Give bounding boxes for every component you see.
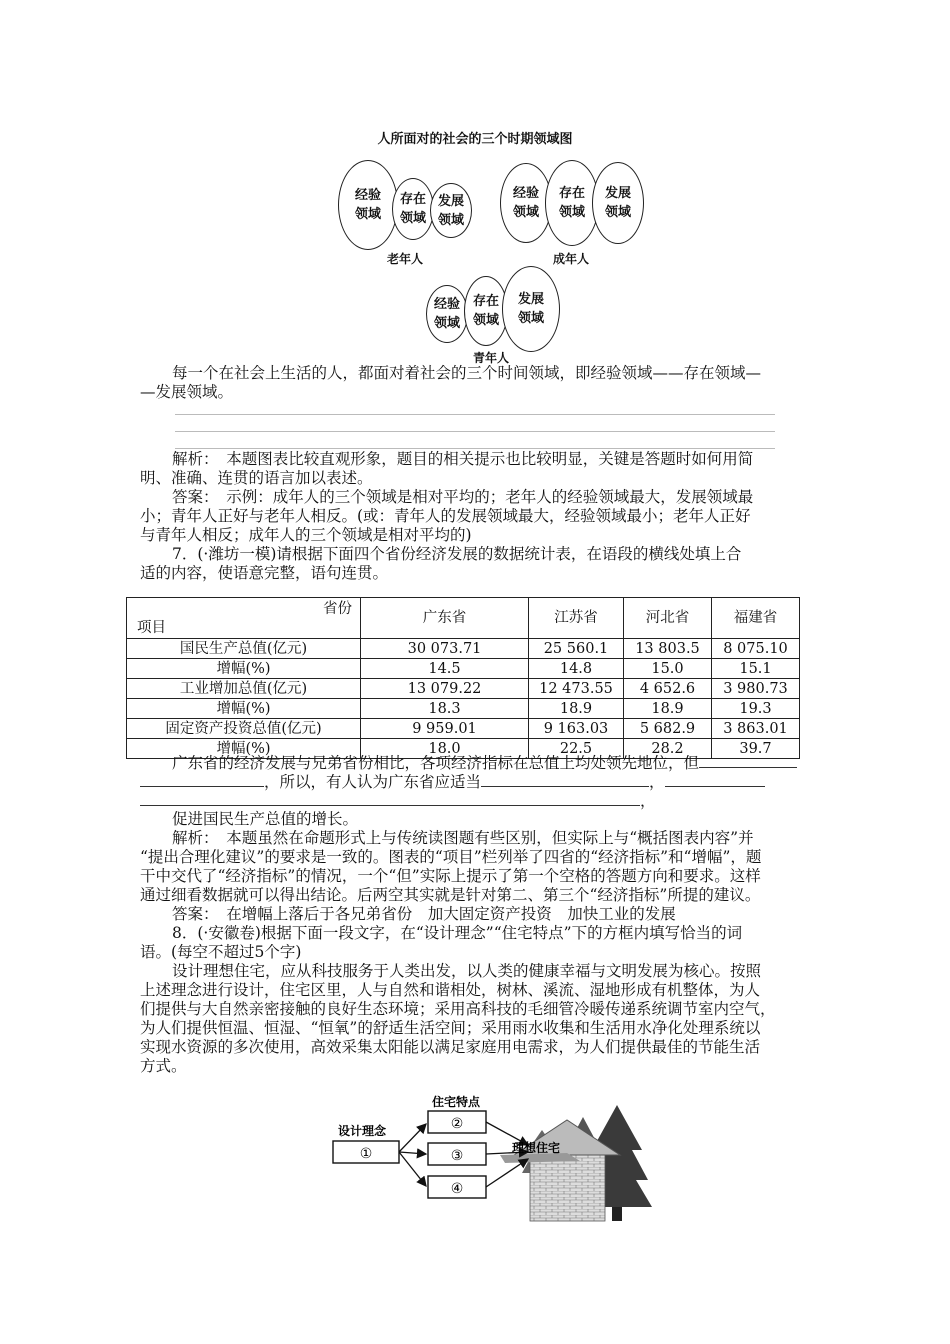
q7-passage-line3 — [140, 791, 812, 812]
table-cell: 15.0 — [624, 659, 712, 679]
row-label: 增幅(%) — [127, 699, 361, 719]
table-row — [127, 699, 800, 719]
adult-existence-ellipse: 存在 领域 — [545, 160, 599, 246]
answer-blank-line-1 — [175, 414, 775, 415]
q6-answer-line3: 与青年人相反；成年人的三个领域是相对平均的) — [140, 526, 472, 544]
fill-blank-3[interactable] — [665, 772, 765, 787]
youth-experience-ellipse: 经验 领域 — [426, 285, 468, 343]
ideal-house-figure — [330, 1095, 660, 1225]
q7-answer: 答案： 在增幅上落后于各兄弟省份 加大固定资产投资 加快工业的发展 — [172, 905, 676, 923]
q8-stem-line1: 8．(·安徽卷)根据下面一段文字，在“设计理念”“住宅特点”下的方框内填写恰当的词 — [172, 924, 743, 942]
q8-stem-line2: 语。(每空不超过5个字) — [140, 943, 302, 961]
q7-analysis-line3: 干中交代了“经济指标”的情况，一个“但”实际上提示了第一个空格的答题方向和要求。这样 — [140, 867, 761, 885]
table-corner-cell — [127, 598, 361, 639]
q6-analysis-line2: 明、准确、连贯的语言加以表述。 — [140, 469, 373, 487]
design-concept-label: 设计理念 — [338, 1124, 387, 1138]
table-cell: 3 980.73 — [712, 679, 800, 699]
q8-para-line1: 设计理想住宅，应从科技服务于人类出发，以人类的健康幸福与文明发展为核心。按照 — [172, 962, 762, 980]
youth-label: 青年人 — [473, 351, 510, 365]
q8-para-line4: 为人们提供恒温、恒湿、“恒氧”的舒适生活空间；采用雨水收集和生活用水净化处理系统以 — [140, 1019, 761, 1037]
table-cell: 39.7 — [712, 739, 800, 759]
q7-analysis-line2: “提出合理化建议”的要求是一致的。图表的“项目”栏列举了四省的“经济指标”和“增幅”，题 — [140, 848, 762, 866]
table-row — [127, 679, 800, 699]
economic-data-table — [126, 597, 800, 759]
column-header-fujian: 福建省 — [712, 598, 800, 639]
answer-blank-line-3 — [175, 448, 775, 449]
q7-passage-part1: 广东省的经济发展与兄弟省份相比，各项经济指标在总值上均处领先地位，但 — [172, 754, 700, 772]
table-cell: 18.3 — [361, 699, 529, 719]
row-label: 固定资产投资总值(亿元) — [127, 719, 361, 739]
elder-experience-ellipse: 经验 领域 — [338, 160, 398, 250]
q7-passage-part2: ，所以，有人认为广东省应适当 — [264, 773, 482, 791]
answer-blank-line-2 — [175, 431, 775, 432]
table-cell: 5 682.9 — [624, 719, 712, 739]
adult-development-ellipse: 发展 领域 — [592, 162, 644, 244]
table-cell: 13 803.5 — [624, 639, 712, 659]
fill-blank-1-cont[interactable] — [140, 772, 264, 787]
elder-development-ellipse: 发展 领域 — [430, 183, 472, 238]
column-header-jiangsu: 江苏省 — [529, 598, 624, 639]
q6-intro-line2: —发展领域。 — [140, 383, 234, 401]
q8-para-line6: 方式。 — [140, 1057, 187, 1075]
table-row — [127, 719, 800, 739]
youth-existence-ellipse: 存在 领域 — [464, 276, 508, 346]
q8-para-line3: 们提供与大自然亲密接触的良好生态环境；采用高科技的毛细管冷暖传递系统调节室内空气， — [140, 1000, 776, 1018]
youth-development-ellipse: 发展 领域 — [502, 266, 560, 352]
fill-blank-3-cont[interactable] — [140, 791, 640, 806]
table-cell: 30 073.71 — [361, 639, 529, 659]
table-cell: 28.2 — [624, 739, 712, 759]
table-cell: 18.9 — [529, 699, 624, 719]
table-cell: 9 163.03 — [529, 719, 624, 739]
column-header-guangdong: 广东省 — [361, 598, 529, 639]
figure-title: 人所面对的社会的三个时期领域图 — [377, 132, 573, 147]
q7-analysis-line1: 解析： 本题虽然在命题形式上与传统读图题有些区别，但实际上与“概括图表内容”并 — [172, 829, 754, 847]
row-label: 增幅(%) — [127, 659, 361, 679]
row-label: 工业增加总值(亿元) — [127, 679, 361, 699]
q7-stem-line1: 7．(·潍坊一模)请根据下面四个省份经济发展的数据统计表，在语段的横线处填上合 — [172, 545, 742, 563]
row-label: 国民生产总值(亿元) — [127, 639, 361, 659]
box-4-label: ④ — [450, 1181, 464, 1197]
corner-item-label: 项目 — [137, 620, 166, 636]
house-features-label: 住宅特点 — [432, 1095, 481, 1109]
q7-passage-line1 — [140, 753, 812, 774]
box-3-label: ③ — [450, 1148, 464, 1164]
column-header-hebei: 河北省 — [624, 598, 712, 639]
adult-experience-ellipse: 经验 领域 — [500, 163, 552, 243]
elder-existence-ellipse: 存在 领域 — [392, 178, 434, 240]
fill-blank-1[interactable] — [699, 753, 797, 768]
ideal-house-label: 理想住宅 — [512, 1141, 561, 1155]
box-1-label: ① — [359, 1146, 373, 1162]
table-cell: 13 079.22 — [361, 679, 529, 699]
table-row — [127, 659, 800, 679]
table-cell: 12 473.55 — [529, 679, 624, 699]
table-cell: 19.3 — [712, 699, 800, 719]
q6-analysis-line1: 解析： 本题图表比较直观形象，题目的相关提示也比较明显，关键是答题时如何用简 — [172, 450, 754, 468]
elder-label: 老年人 — [387, 252, 424, 266]
q6-answer-line1: 答案： 示例：成年人的三个领域是相对平均的；老年人的经验领域最大，发展领域最 — [172, 488, 754, 506]
table-row — [127, 639, 800, 659]
table-cell: 3 863.01 — [712, 719, 800, 739]
table-cell: 4 652.6 — [624, 679, 712, 699]
q8-para-line2: 上述理念进行设计，住宅区里，人与自然和谐相处，树林、溪流、湿地形成有机整体，为人 — [140, 981, 761, 999]
table-cell: 18.9 — [624, 699, 712, 719]
q6-answer-line2: 小；青年人正好与老年人相反。(或：青年人的发展领域最大，经验领域最小；老年人正好 — [140, 507, 751, 525]
q7-analysis-line4: 通过细看数据就可以得出结论。后两空其实就是针对第二、第三个“经济指标”所提的建议。 — [140, 886, 761, 904]
box-2-label: ② — [450, 1116, 464, 1132]
table-cell: 14.5 — [361, 659, 529, 679]
q7-passage-line2 — [140, 772, 812, 793]
q6-intro-line1: 每一个在社会上生活的人，都面对着社会的三个时间领域，即经验领域——存在领域— — [172, 364, 762, 382]
table-cell: 14.8 — [529, 659, 624, 679]
fill-blank-2[interactable] — [481, 772, 649, 787]
table-cell: 22.5 — [529, 739, 624, 759]
q8-para-line5: 实现水资源的多次使用，高效采集太阳能以满足家庭用电需求，为人们提供最佳的节能生活 — [140, 1038, 761, 1056]
table-cell: 18.0 — [361, 739, 529, 759]
row-label: 增幅(%) — [127, 739, 361, 759]
table-header-row — [127, 598, 800, 639]
q7-passage-part3: ， — [649, 773, 665, 791]
corner-province-label: 省份 — [323, 601, 352, 617]
q7-passage-part4: ， — [640, 792, 656, 810]
q7-passage-line4: 促进国民生产总值的增长。 — [172, 810, 359, 828]
table-cell: 9 959.01 — [361, 719, 529, 739]
q7-stem-line2: 适的内容，使语意完整，语句连贯。 — [140, 564, 389, 582]
adult-label: 成年人 — [553, 252, 590, 266]
table-cell: 8 075.10 — [712, 639, 800, 659]
table-cell: 25 560.1 — [529, 639, 624, 659]
table-cell: 15.1 — [712, 659, 800, 679]
